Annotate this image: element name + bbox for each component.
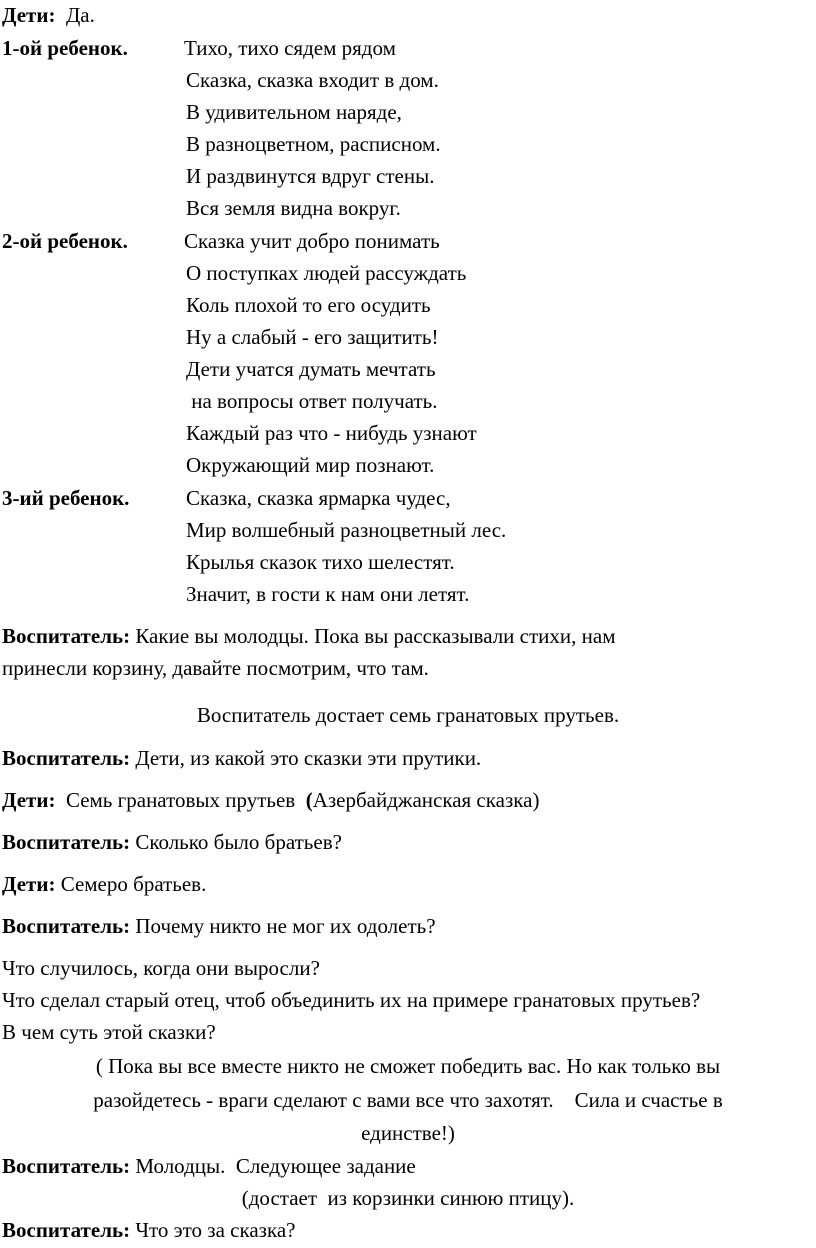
dialogue-text: Семь гранатовых прутьев <box>55 788 306 812</box>
dialogue-line <box>2 1217 296 1243</box>
dialogue-text: Какие вы молодцы. Пока вы рассказывали стихи, нам <box>130 624 616 648</box>
dialogue-text: Азербайджанская сказка) <box>312 788 540 812</box>
dialogue-text: Что это за сказка? <box>130 1218 296 1242</box>
speaker-label: Воспитатель: <box>2 914 131 938</box>
poem-line: Ну а слабый - его защитить! <box>186 325 439 349</box>
question-line: В чем суть этой сказки? <box>2 1020 216 1044</box>
question-line: Что сделал старый отец, чтоб объединить их на примере гранатовых прутьев? <box>2 988 701 1012</box>
poem-line: Вся земля видна вокруг. <box>186 196 401 220</box>
dialogue-text: Да. <box>65 3 95 27</box>
poem-line: Дети учатся думать мечтать <box>186 357 436 381</box>
answer-line: ( Пока вы все вместе никто не сможет победить вас. Но как только вы <box>95 1054 721 1078</box>
speaker-label: 1-ой ребенок. <box>2 36 128 60</box>
poem-line: Окружающий мир познают. <box>186 453 435 477</box>
poem-line: Мир волшебный разноцветный лес. <box>186 518 507 542</box>
poem-line: Тихо, тихо сядем рядом <box>184 36 396 60</box>
answer-line: разойдетесь - враги сделают с вами все что захотят. Сила и счастье в <box>93 1088 723 1112</box>
poem-line: Сказка, сказка ярмарка чудес, <box>186 486 451 510</box>
speaker-label: Дети: <box>2 872 56 896</box>
speaker-label: Воспитатель: <box>2 624 131 648</box>
speaker-label: Воспитатель: <box>2 830 131 854</box>
poem-line: Сказка, сказка входит в дом. <box>186 68 439 92</box>
speaker-label: Воспитатель: <box>2 1154 131 1178</box>
dialogue-line <box>2 2 95 28</box>
poem-line: Крылья сказок тихо шелестят. <box>186 550 455 574</box>
poem-line: И раздвинутся вдруг стены. <box>186 164 435 188</box>
poem-line: О поступках людей рассуждать <box>186 261 467 285</box>
dialogue-text: принесли корзину, давайте посмотрим, что там. <box>2 656 429 680</box>
stage-direction: (достает из корзинки синюю птицу). <box>241 1186 575 1210</box>
speaker-label: Воспитатель: <box>2 1218 131 1242</box>
speaker-label: 2-ой ребенок. <box>2 229 128 253</box>
speaker-label: Дети: <box>2 788 56 812</box>
poem-line: В разноцветном, расписном. <box>186 132 441 156</box>
poem-line: Значит, в гости к нам они летят. <box>186 582 470 606</box>
dialogue-text: Семеро братьев. <box>55 872 207 896</box>
poem-line: Коль плохой то его осудить <box>186 293 431 317</box>
dialogue-line <box>2 1153 416 1179</box>
poem-line: Каждый раз что - нибудь узнают <box>186 421 477 445</box>
dialogue-line <box>2 745 481 771</box>
dialogue-text: Молодцы. Следующее задание <box>130 1154 416 1178</box>
dialogue-line <box>2 623 616 649</box>
poem-line: на вопросы ответ получать. <box>186 389 438 413</box>
dialogue-line <box>2 787 539 813</box>
dialogue-text: Дети, из какой это сказки эти прутики. <box>130 746 482 770</box>
dialogue-line <box>2 871 206 897</box>
speaker-label: Воспитатель: <box>2 746 131 770</box>
dialogue-line <box>2 913 436 939</box>
question-line: Что случилось, когда они выросли? <box>2 956 320 980</box>
paren-mark: ( <box>305 788 313 812</box>
poem-line: Сказка учит добро понимать <box>184 229 440 253</box>
stage-direction: Воспитатель достает семь гранатовых прутьев. <box>196 703 620 727</box>
answer-line: единстве!) <box>361 1121 455 1145</box>
speaker-label: Дети: <box>2 3 56 27</box>
dialogue-line <box>2 829 342 855</box>
speaker-label: 3-ий ребенок. <box>2 486 130 510</box>
dialogue-text: Почему никто не мог их одолеть? <box>130 914 436 938</box>
dialogue-text: Сколько было братьев? <box>130 830 342 854</box>
poem-line: В удивительном наряде, <box>186 100 402 124</box>
